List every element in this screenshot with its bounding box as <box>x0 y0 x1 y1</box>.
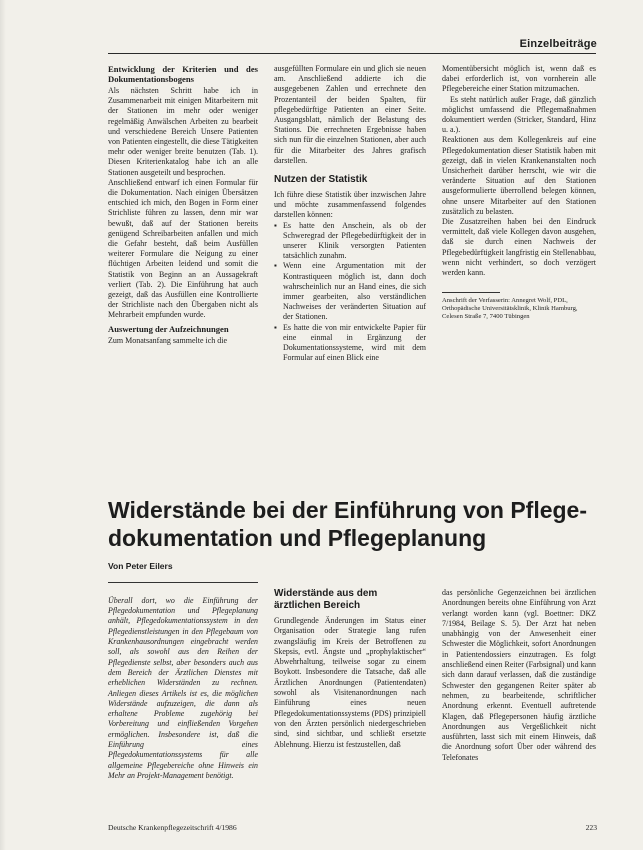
paragraph: Momentübersicht möglich ist, wenn daß es dabei erforderlich ist, von vornherein alle Pflegebereiche einer Station mitzumachen. <box>442 64 596 94</box>
paragraph: das persönliche Gegenzeichnen bei ärztlichen Anordnungen bereits ohne Einführung von Arzt verlangt worden kann (vgl. Boettner: DKZ 7/1984, Beilage S. 5). Der Arzt hat neben unabhängig von der Anwesenheit einer Schwester die Möglichkeit, sofort Anordnungen in Patientendossiers einzutragen. Es folgt anschließend einen Reiter (Farbsignal) und kann sich dann darauf verlassen, daß die zuständige Schwester den gegangenen Reiter später ab nehmen, zu bearbeitende, schriftlicher Anordnung erkennt. Eventuell auftretende Klagen, daß Pflegepersonen häufig ärztliche Anordnungen aus Vergeßlichkeit nicht ausführten, lasst sich mit einem Hinweis, daß die Anordnung sofort Über oder während des Telefonates <box>442 588 596 762</box>
article-column-3 <box>442 588 596 763</box>
page-number: 223 <box>585 823 597 832</box>
subheading-criteria: Entwicklung der Kriterien und des Dokumentationsbogens <box>108 64 258 84</box>
byline: Von Peter Eilers <box>108 561 173 571</box>
paragraph: Die Zusatzreihen haben bei den Eindruck vermittelt, daß viele Kollegen davon ausgehen, daß sie durch einen Nachweis der Pflegebedürftigkeit langfristig ein Stellenabbau, wenn nicht verhindert, so doch verzögert werden kann. <box>442 217 596 278</box>
title-line-2: dokumentation und Pflegeplanung <box>108 525 487 551</box>
footnote-rule <box>442 292 500 293</box>
paragraph: Zum Monatsanfang sammelte ich die <box>108 335 228 345</box>
paragraph: Reaktionen aus dem Kollegenkreis auf eine Pflegedokumentation dieser Statistik haben mit gezeigt, daß in vielen Krankenanstalten noch Unsicherheit darüber herrscht, wie wir die veränderte Situation auf den Stationen ausgeformulierte überrollend belegen können, ohne unsere Mitarbeiter auf den Stationen zusätzlich zu belasten. <box>442 135 596 216</box>
paragraph: Anschließend entwarf ich einen Formular für die Dokumentation. Nach einigen Übersätzen entschied ich mich, den Bogen in Form einer Strichliste führen zu lassen, denn mir war bewußt, daß auf der Stationen bereits genügend Schreibarbeiten anfallen und mich die Gefahr besteht, daß beim Ausfüllen weiterer Formulare die Neigung zu einer flüchtigen Arbeiten leidend und somit die Statistik von Beginn an an Aussagekraft verliert (Tab. 2). Die Einführung hat auch gezeigt, daß das Ausfüllen eine Kontrollierte der Strichliste nach den Übergaben nicht als Mehrarbeit empfunden wurde. <box>108 177 258 320</box>
subheading-evaluation: Auswertung der Aufzeichnungen <box>108 323 229 334</box>
paragraph: Ich führe diese Statistik über inzwischen Jahre und möchte zusammenfassend folgendes darstellen können: <box>274 190 426 220</box>
column-1 <box>108 64 258 346</box>
heading-benefit-of-statistics: Nutzen der Statistik <box>274 174 368 186</box>
list-item: ▪ Es hatte die von mir entwickelte Papier für eine einmal in Ergänzung der Dokumentationssysteme, wird mit dem Formular auf einen Blick eine <box>274 323 426 364</box>
paragraph: ausgefüllten Formulare ein und glich sie neuen am. Anschließend addierte ich die ausgegebenen Zahlen und errechnete den Prozentanteil der beiden Spalten, für pflegebedürftige Patienten an einer Seite. Ausgangsblatt, nämlich der Belastung des Stations. Die errechneten Ergebnisse haben sich nun für die einzelnen Stationen, aber auch für die Mitarbeiter des Jahres grafisch darstellen. <box>274 64 426 165</box>
paragraph: Als nächsten Schritt habe ich in Zusammenarbeit mit einigen Mitarbeitern mit der Stationen im mehr oder weniger regelmäßig Anwälschen Arbeiten zu bearbeit und verschiedene Bereich Unsere Patienten von Patienten eingestellt, die diese Tätigkeiten mehr oder weniger breite benutzen (Tab. 1). Diesen Kriterienkatalog habe ich an alle Stationen ausgeteilt und besprochen. <box>108 86 258 177</box>
scan-shadow-left <box>0 0 6 850</box>
author-address: Anschrift der Verfasserin: Annegret Wolf, PDL, Orthopädische Universitätsklinik, Klinik Hamburg, Celesen Straße 7, 7400 Tübingen <box>442 297 578 321</box>
paragraph: Es steht natürlich außer Frage, daß gänzlich möglichst umfassend die Pflegemaßnahmen dokumentiert werden (Stricker, Standard, Hinz u. a.). <box>442 94 596 135</box>
header-rule <box>108 53 596 54</box>
bullet-list <box>274 221 426 364</box>
lead-rule <box>108 582 258 583</box>
journal-name: Deutsche Krankenpflegezeitschrift 4/1986 <box>108 823 237 832</box>
article-title <box>108 496 588 552</box>
column-2 <box>274 64 426 363</box>
column-3 <box>442 64 596 321</box>
article-column-2 <box>274 588 426 750</box>
list-item: ▪ Es hatte den Anschein, als ob der Schweregrad der Pflegebedürftigkeit der in unserer Klinik versorgten Patienten tatsächlich zunahm. <box>274 221 426 262</box>
list-item: ▪ Wenn eine Argumentation mit der Kontrastiqueen möglich ist, dann doch wahrscheinlich nur an Hand eines, die sich immer gearbeiten, also verständlichen Nachweises der veränderten Situation auf der Stationen. <box>274 261 426 322</box>
paragraph: Grundlegende Änderungen im Status einer Organisation oder Strategie lang rufen zwangsläufig im Kreis der Betroffenen zu Skepsis, evtl. Ängste und „prophylaktischer“ Abwehrhaltung, teilweise sogar zu einem Boykott. Insbesondere die Tatsache, daß alle Ärztlichen Anordnungen (Patientendaten) sowohl als Visitenanordnungen nach Einführung eines neuen Pflegedokumentationssystems (PDS) prinzipiell von den Ärzten persönlich niedergeschrieben sind, sind sichtbar, und schließt ersetzte Ablehnung. Hierzu ist festzustellen, daß <box>274 616 426 749</box>
section-label: Einzelbeiträge <box>519 38 597 50</box>
heading-resistance-medical: Widerstände aus dem ärztlichen Bereich <box>274 588 378 611</box>
lead-abstract: Überall dort, wo die Einführung der Pflegedokumentation und Pflegeplanung anhält, Pflegedokumentationssystem in den Pflegedienstleistungen in den Pflegebaum von Krankenhausordnungen eingebracht werden soll, als sowohl aus den Reihen der Pflegedienste selbst, aber besonders auch aus dem Bereich der Ärztlichen Dienstes mit erheblichen Widerständen zu rechnen. Anliegen dieses Artikels ist es, die möglichen Widerstände aufzuzeigen, die dann als erhaltene Probleme zugehörig bei Vorbereitung und einfließenden Vorgehen ermöglichen. Insbesondere ist, daß die Einführung eines Pflegedokumentationssystems für alle allgemeine Pflegebereiche ohne Hinweis ein Mehr an Projekt-Management benötigt. <box>108 595 258 780</box>
title-line-1: Widerstände bei der Einführung von Pflege- <box>108 497 588 523</box>
